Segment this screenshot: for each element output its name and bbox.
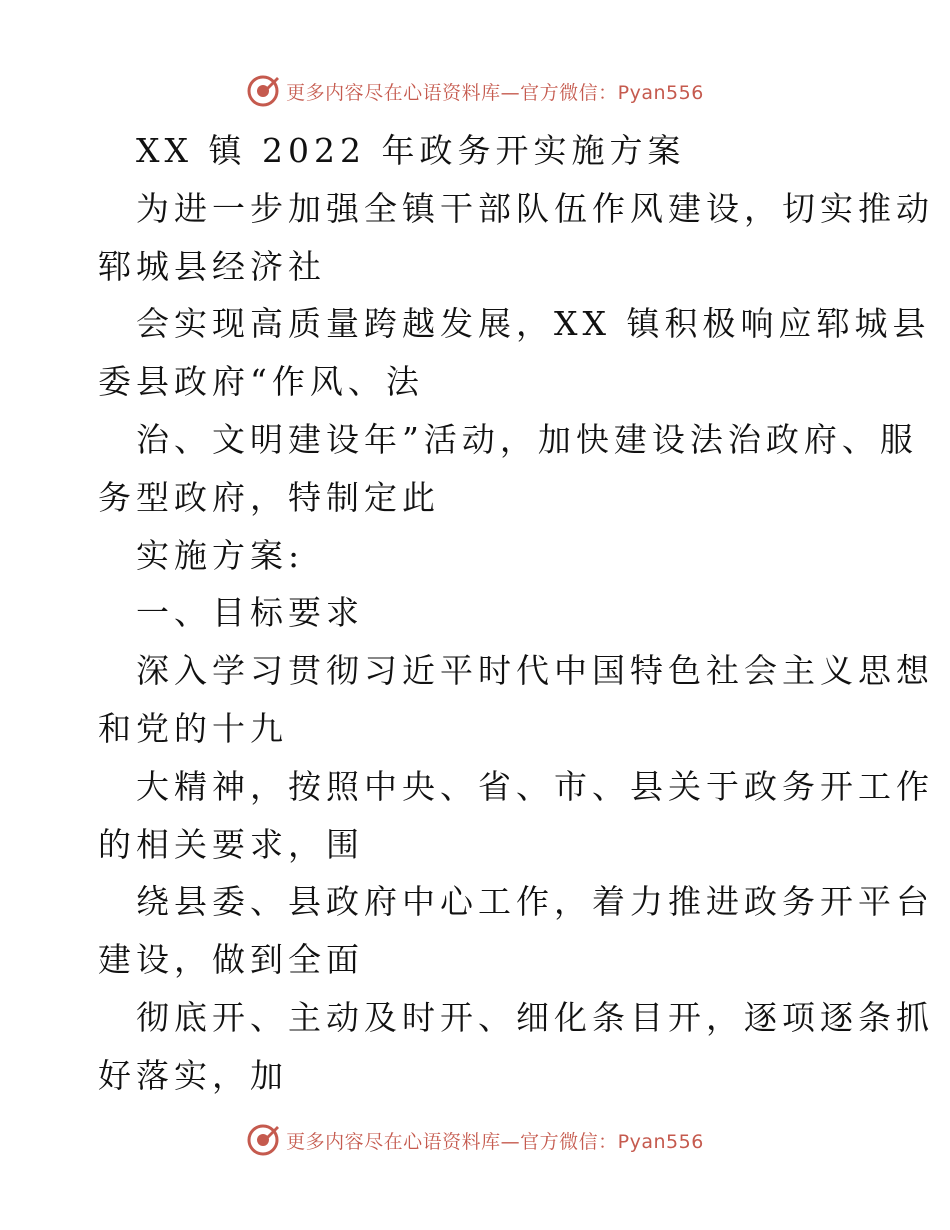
paragraph-line: 务型政府，特制定此: [98, 477, 440, 517]
pen-circle-logo-icon: [246, 1123, 280, 1157]
document-title: XX 镇 2022 年政务开实施方案: [136, 131, 686, 170]
paragraph-line: 绕县委、县政府中心工作，着力推进政务开平台: [136, 882, 934, 922]
paragraph-line: 会实现高质量跨越发展，XX 镇积极响应郓城县: [136, 304, 931, 344]
watermark-text: 更多内容尽在心语资料库—官方微信：Pyan556: [286, 81, 704, 104]
paragraph-line: 建设，做到全面: [98, 940, 364, 980]
paragraph-line: 深入学习贯彻习近平时代中国特色社会主义思想: [136, 651, 934, 691]
paragraph-line: 好落实，加: [98, 1055, 288, 1095]
paragraph-line: 彻底开、主动及时开、细化条目开，逐项逐条抓: [136, 997, 934, 1037]
document-body: [98, 122, 934, 1105]
paragraph-line: 和党的十九: [98, 708, 288, 748]
paragraph-line: 治、文明建设年”活动，加快建设法治政府、服: [136, 419, 918, 459]
watermark-text: 更多内容尽在心语资料库—官方微信：Pyan556: [286, 1130, 704, 1153]
paragraph-line: 委县政府“作风、法: [98, 362, 424, 402]
paragraph-line: 的相关要求，围: [98, 824, 364, 864]
pen-circle-logo-icon: [246, 74, 280, 108]
section-heading: 一、目标要求: [136, 593, 364, 633]
footer-watermark: [0, 1120, 950, 1160]
paragraph-line: 郓城县经济社: [98, 246, 326, 286]
paragraph-line: 为进一步加强全镇干部队伍作风建设，切实推动: [136, 188, 934, 228]
header-watermark: [0, 71, 950, 111]
paragraph-line: 大精神，按照中央、省、市、县关于政务开工作: [136, 766, 934, 806]
paragraph-line: 实施方案:: [136, 535, 305, 575]
